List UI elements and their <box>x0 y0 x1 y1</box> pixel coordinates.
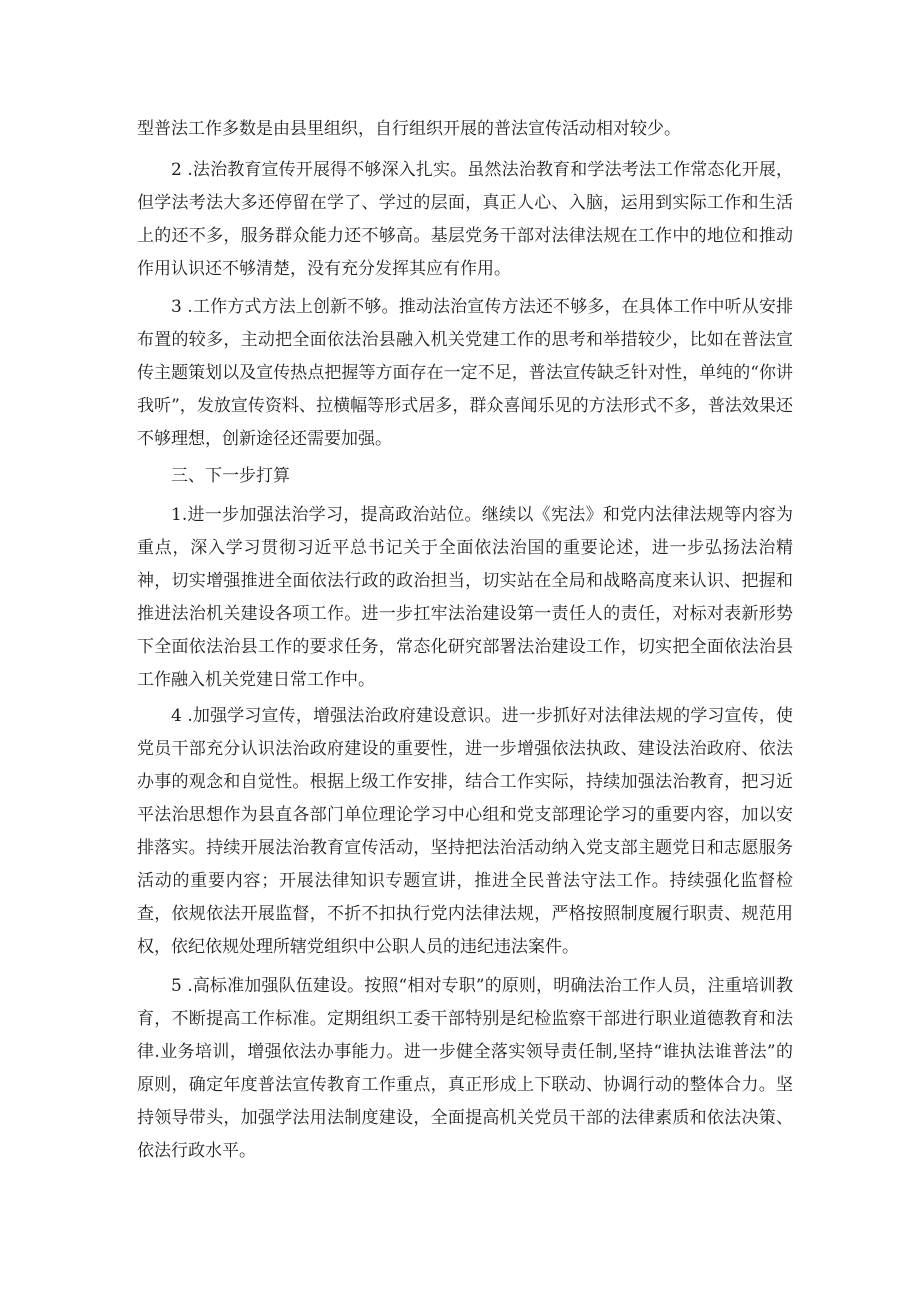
section-heading-text: 三、下一步打算 <box>171 466 290 486</box>
paragraph-next-step-4 <box>137 700 793 964</box>
paragraph-text: 型普法工作多数是由县里组织，自行组织开展的普法宣传活动相对较少。 <box>137 119 681 139</box>
paragraph-text: 2 .法治教育宣传开展得不够深入扎实。虽然法治教育和学法考法工作常态化开展，但学法考法大多还停留在学了、学过的层面，真正人心、入脑，运用到实际工作和生活上的还不多，服务群众能力还不够高。基层党务干部对法律法规在工作中的地位和推动作用认识还不够清楚，没有充分发挥其应有作用。 <box>137 160 793 279</box>
paragraph-text: 4 .加强学习宣传，增强法治政府建设意识。进一步抓好对法律法规的学习宣传，使党员干部充分认识法治政府建设的重要性，进一步增强依法执政、建设法治政府、依法办事的观念和自觉性。根据上级工作安排，结合工作实际，持续加强法治教育，把习近平法治思想作为县直各部门单位理论学习中心组和党支部理论学习的重要内容，加以安排落实。持续开展法治教育宣传活动，坚持把法治活动纳入党支部主题党日和志愿服务活动的重要内容；开展法律知识专题宣讲，推进全民普法守法工作。持续强化监督检查，依规依法开展监督，不折不扣执行党内法律法规，严格按照制度履行职责、规范用权，依纪依规处理所辖党组织中公职人员的违纪违法案件。 <box>137 706 793 957</box>
paragraph-text: 1.进一步加强法治学习，提高政治站位。继续以《宪法》和党内法律法规等内容为重点，深入学习贯彻习近平总书记关于全面依法治国的重要论述，进一步弘扬法治精神，切实增强推进全面依法行政的政治担当，切实站在全局和战略高度来认识、把握和推进法治机关建设各项工作。进一步扛牢法治建设第一责任人的责任，对标对表新形势下全面依法治县工作的要求任务，常态化研究部署法治建设工作，切实把全面依法治县工作融入机关党建日常工作中。 <box>137 505 793 690</box>
paragraph-item-2 <box>137 154 793 286</box>
paragraph-continuation <box>137 113 793 146</box>
section-heading <box>137 460 793 493</box>
paragraph-text: 5 .高标准加强队伍建设。按照“相对专职”的原则，明确法治工作人员，注重培训教育，不断提高工作标准。定期组织工委干部特别是纪检监察干部进行职业道德教育和法律.业务培训，增强依法办事能力。进一步健全落实领导责任制,坚持“谁执法谁普法”的原则，确定年度普法宣传教育工作重点，真正形成上下联动、协调行动的整体合力。坚持领导带头，加强学法用法制度建设，全面提高机关党员干部的法律素质和依法决策、依法行政水平。 <box>137 976 793 1161</box>
paragraph-next-step-5 <box>137 970 793 1168</box>
paragraph-next-step-1 <box>137 499 793 697</box>
paragraph-text: 3 .工作方式方法上创新不够。推动法治宣传方法还不够多，在具体工作中听从安排布置的较多，主动把全面依法治县融入机关党建工作的思考和举措较少，比如在普法宣传主题策划以及宣传热点把握等方面存在一定不足，普法宣传缺乏针对性，单纯的“你讲我听”，发放宣传资料、拉横幅等形式居多，群众喜闻乐见的方法形式不多，普法效果还不够理想，创新途径还需要加强。 <box>137 297 793 449</box>
paragraph-item-3 <box>137 291 793 456</box>
